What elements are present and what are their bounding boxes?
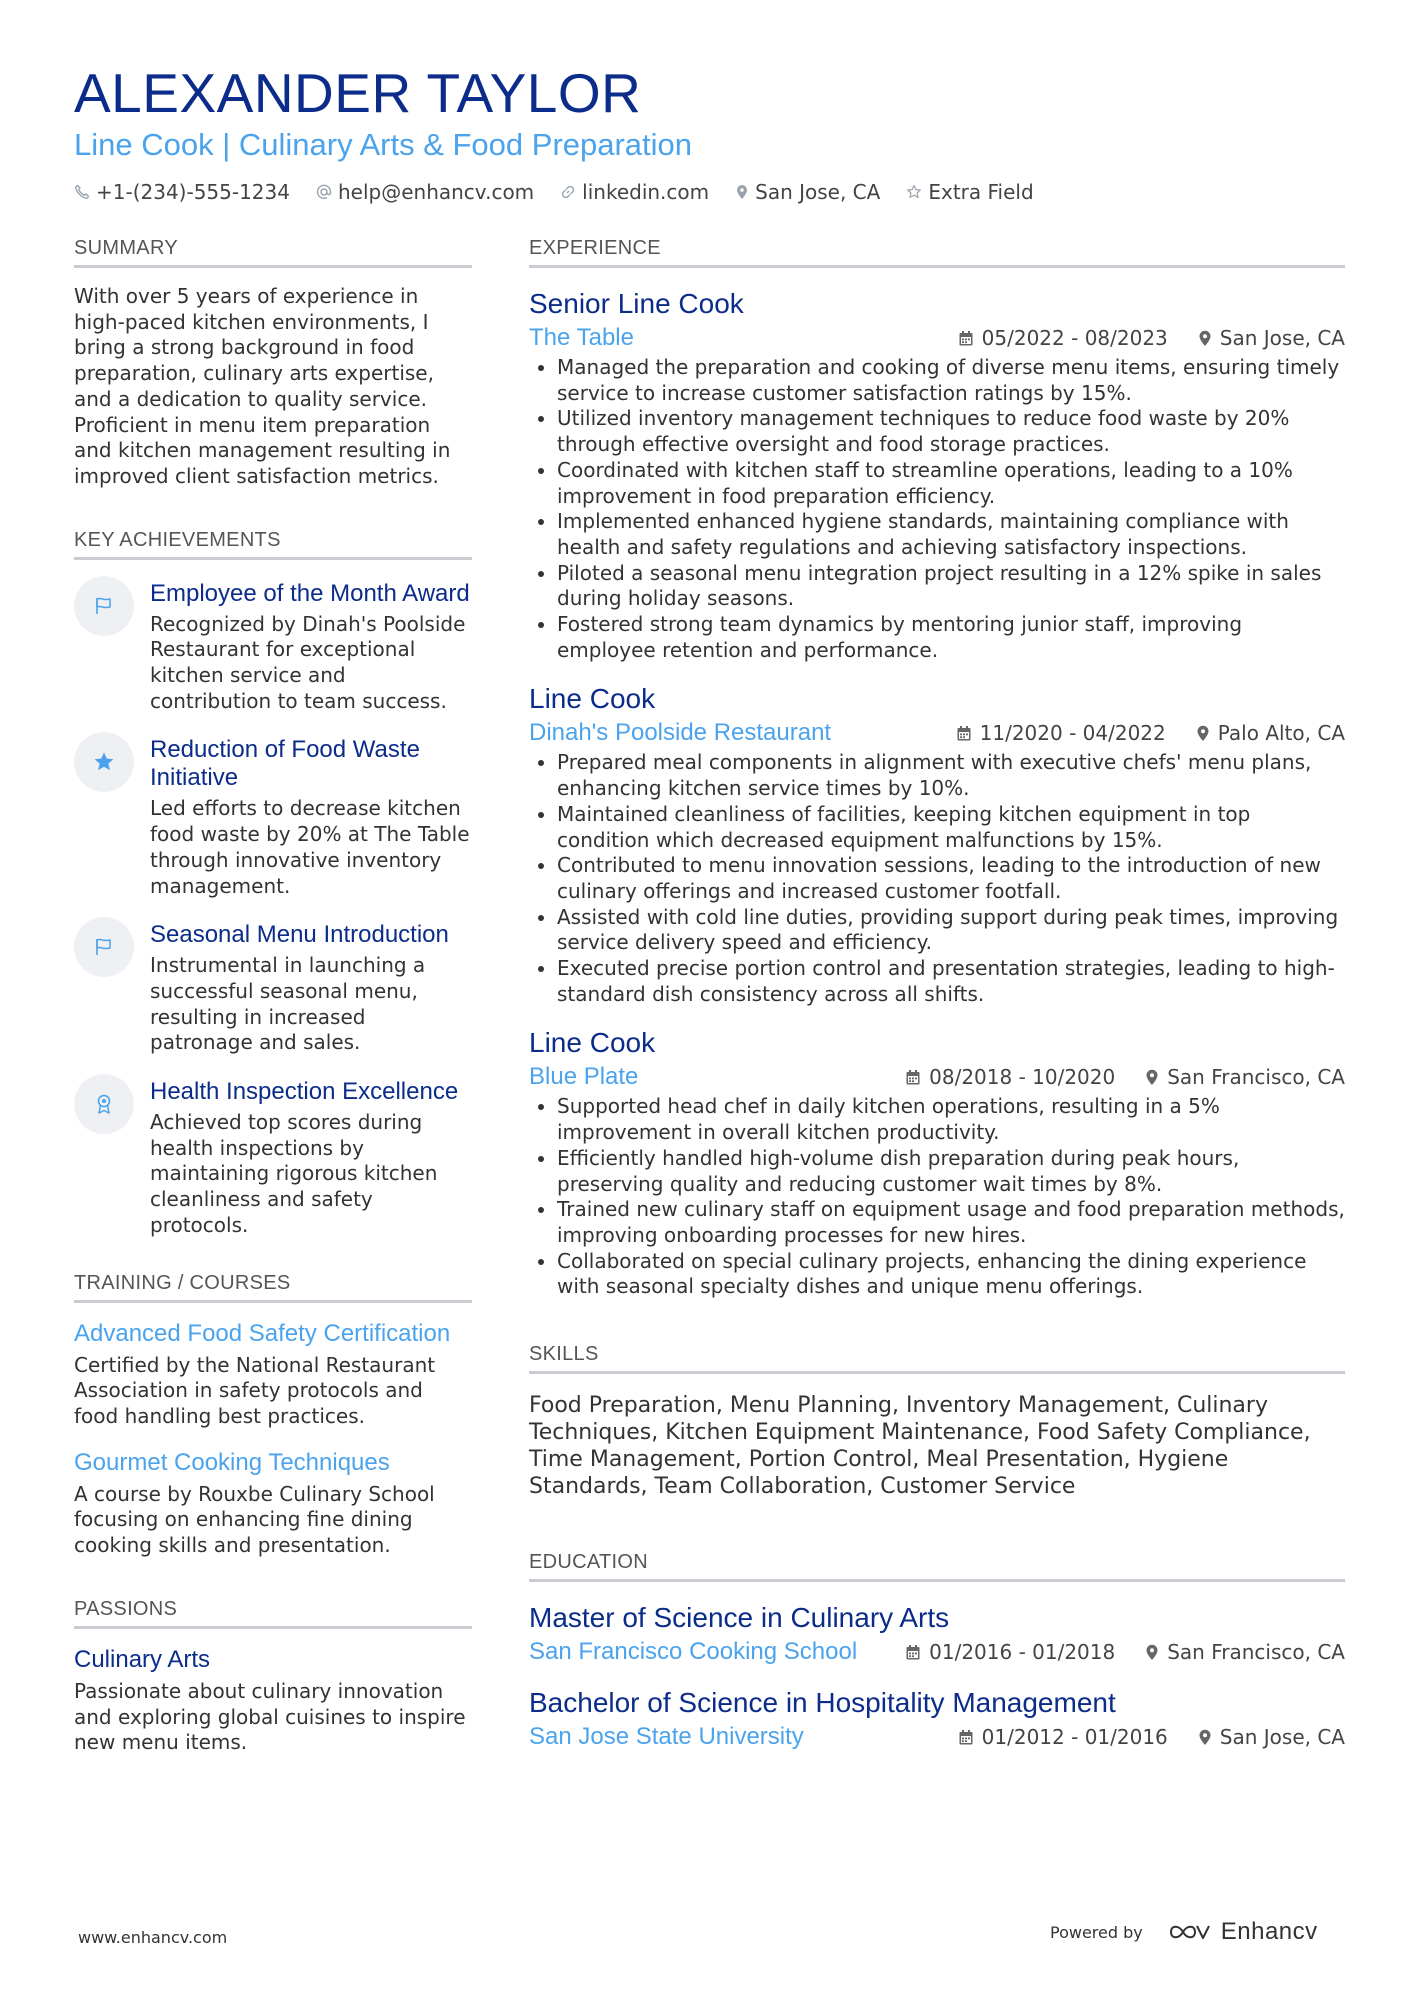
achievement-title: Reduction of Food Waste Initiative [150,736,420,792]
contact-phone[interactable] [74,180,290,204]
achievements-section [74,528,472,1239]
job-bullet: • Managed the preparation and cooking of diverse menu items, ensuring timely service to increase customer satisfaction ratings by 15%. [557,355,1345,406]
location-icon [1198,330,1212,347]
job-title: Line Cook [529,683,656,715]
skills-section [529,1342,1345,1500]
job-dates: 11/2020 - 04/2022 [979,721,1166,746]
at-icon [316,184,332,200]
achievement-desc: Instrumental in launching a successful seasonal menu, resulting in increased patronage and sales. [150,953,426,1055]
location-icon [1196,725,1210,742]
contact-phone-text: +1-(234)-555-1234 [96,180,290,204]
location-icon [1198,1729,1212,1746]
passion-desc: Passionate about culinary innovation and exploring global cuisines to inspire new menu items. [74,1678,466,1755]
job-title: Line Cook [529,1027,656,1059]
link-icon [560,184,576,200]
job-bullet: • Efficiently handled high-volume dish preparation during peak hours, preserving quality and reducing customer wait times by 8%. [557,1146,1345,1197]
experience-section [529,236,1345,1300]
job-entry [529,1025,1345,1300]
achievement-title: Health Inspection Excellence [150,1078,459,1106]
job-bullet: • Piloted a seasonal menu integration project resulting in a 12% spike in sales during holiday seasons. [557,561,1345,612]
training-section [74,1271,472,1559]
passions-section [74,1597,472,1756]
job-bullet: • Coordinated with kitchen staff to streamline operations, leading to a 10% improvement in food preparation efficiency. [557,458,1345,509]
calendar-icon [958,330,974,347]
job-bullet: • Maintained cleanliness of facilities, keeping kitchen equipment in top condition which decreased equipment malfunctions by 15%. [557,802,1345,853]
flag-icon [74,917,134,977]
location-icon [1145,1069,1159,1086]
degree-title: Bachelor of Science in Hospitality Management [529,1687,1116,1719]
achievement-desc: Led efforts to decrease kitchen food waste by 20% at The Table through innovative inventory management. [150,796,470,898]
education-entry [529,1600,1345,1667]
star-icon [74,732,134,792]
achievement-item [74,736,472,899]
resume-header [74,60,1344,204]
job-bullets [529,1094,1345,1300]
job-bullet: • Collaborated on special culinary projects, enhancing the dining experience with seasonal specialty dishes and unique menu offerings. [557,1249,1345,1300]
job-bullets [529,355,1345,663]
calendar-icon [905,1644,921,1661]
job-location: San Francisco, CA [1167,1065,1345,1090]
contact-extra [906,180,1033,204]
achievement-desc: Recognized by Dinah's Poolside Restaurant for exceptional kitchen service and contribution to team success. [150,611,466,713]
location-icon [1145,1644,1159,1661]
job-bullet: • Assisted with cold line duties, providing support during peak times, improving service delivery speed and efficiency. [557,905,1345,956]
left-column [74,236,472,1756]
education-location: San Francisco, CA [1167,1640,1345,1665]
skills-text: Food Preparation, Menu Planning, Inventory Management, Culinary Techniques, Kitchen Equipment Maintenance, Food Safety Compliance, Time Management, Portion Control, Meal Presentation, Hygiene Standards, Team Collaboration, Customer Service [529,1393,1311,1500]
calendar-icon [956,725,972,742]
education-dates: 01/2012 - 01/2016 [981,1725,1168,1750]
training-title: Gourmet Cooking Techniques [74,1448,390,1476]
medal-icon [74,1074,134,1134]
experience-heading: EXPERIENCE [529,236,1345,268]
job-dates: 05/2022 - 08/2023 [981,326,1168,350]
enhancv-logo-icon [1167,1920,1213,1944]
contact-linkedin-text: linkedin.com [582,180,710,204]
flag-icon [74,576,134,636]
training-item [74,1448,472,1559]
achievement-item [74,580,472,715]
contact-location [735,180,880,204]
achievement-item [74,921,472,1056]
contact-extra-text: Extra Field [928,180,1034,204]
training-desc: A course by Rouxbe Culinary School focusing on enhancing fine dining cooking skills and presentation. [74,1481,435,1558]
right-column [529,236,1345,1770]
school-name: San Francisco Cooking School [529,1638,858,1666]
passions-heading: PASSIONS [74,1597,472,1629]
candidate-title: Line Cook | Culinary Arts & Food Preparation [74,127,693,162]
summary-section [74,236,472,490]
job-bullet: • Prepared meal components in alignment with executive chefs' menu plans, enhancing kitchen service times by 10%. [557,750,1345,801]
phone-icon [74,184,90,200]
passion-item [74,1645,472,1756]
contact-email[interactable] [316,180,534,204]
summary-heading: SUMMARY [74,236,472,268]
footer-website[interactable]: www.enhancv.com [78,1928,228,1947]
candidate-name: ALEXANDER TAYLOR [74,62,642,124]
job-entry [529,681,1345,1007]
education-location: San Jose, CA [1219,1725,1345,1750]
school-name: San Jose State University [529,1723,804,1751]
achievements-heading: KEY ACHIEVEMENTS [74,528,472,560]
calendar-icon [905,1069,921,1086]
job-bullets [529,750,1345,1007]
training-item [74,1319,472,1430]
contact-linkedin[interactable] [560,180,709,204]
job-bullet: • Fostered strong team dynamics by mentoring junior staff, improving employee retention and performance. [557,612,1345,663]
training-desc: Certified by the National Restaurant Association in safety protocols and food handling best practices. [74,1352,436,1428]
training-heading: TRAINING / COURSES [74,1271,472,1303]
job-bullet: • Utilized inventory management techniques to reduce food waste by 20% through effective oversight and food storage practices. [557,406,1345,457]
footer-branding[interactable] [1050,1918,1318,1946]
job-location: Palo Alto, CA [1217,721,1345,746]
calendar-icon [958,1729,974,1746]
job-bullet: • Executed precise portion control and presentation strategies, leading to high-standard dish consistency across all shifts. [557,956,1345,1007]
achievement-title: Seasonal Menu Introduction [150,921,449,949]
degree-title: Master of Science in Culinary Arts [529,1602,950,1634]
training-title: Advanced Food Safety Certification [74,1319,451,1347]
brand-name: Enhancv [1220,1918,1318,1945]
job-bullet: • Implemented enhanced hygiene standards, maintaining compliance with health and safety regulations and achieving satisfactory inspections. [557,509,1345,560]
contact-email-text: help@enhancv.com [337,180,535,204]
summary-text: With over 5 years of experience in high-paced kitchen environments, I bring a strong background in food preparation, culinary arts expertise, and a dedication to quality service. Proficient in menu item preparation and kitchen management resulting in improved client satisfaction metrics. [74,284,451,488]
education-dates: 01/2016 - 01/2018 [929,1640,1116,1665]
contact-bar [74,180,1344,204]
job-company: Dinah's Poolside Restaurant [529,719,832,747]
education-entry [529,1685,1345,1752]
job-location: San Jose, CA [1219,326,1345,350]
powered-by-text: Powered by [1050,1922,1143,1942]
job-bullet: • Supported head chef in daily kitchen operations, resulting in a 5% improvement in overall kitchen productivity. [557,1094,1345,1145]
education-section [529,1550,1345,1752]
skills-heading: SKILLS [529,1342,1345,1374]
job-entry [529,286,1345,663]
star-icon [906,184,922,200]
contact-location-text: San Jose, CA [755,180,881,204]
job-company: Blue Plate [529,1063,639,1091]
job-title: Senior Line Cook [529,288,744,319]
education-heading: EDUCATION [529,1550,1345,1582]
job-company: The Table [529,324,634,351]
achievement-item [74,1078,472,1239]
achievement-title: Employee of the Month Award [150,579,470,607]
job-bullet: • Trained new culinary staff on equipment usage and food preparation methods, improving onboarding processes for new hires. [557,1197,1345,1248]
passion-title: Culinary Arts [74,1645,211,1673]
job-dates: 08/2018 - 10/2020 [929,1065,1116,1090]
achievement-desc: Achieved top scores during health inspections by maintaining rigorous kitchen cleanliness and safety protocols. [150,1110,438,1237]
location-icon [735,184,749,200]
job-bullet: • Contributed to menu innovation sessions, leading to the introduction of new culinary offerings and increased customer footfall. [557,853,1345,904]
